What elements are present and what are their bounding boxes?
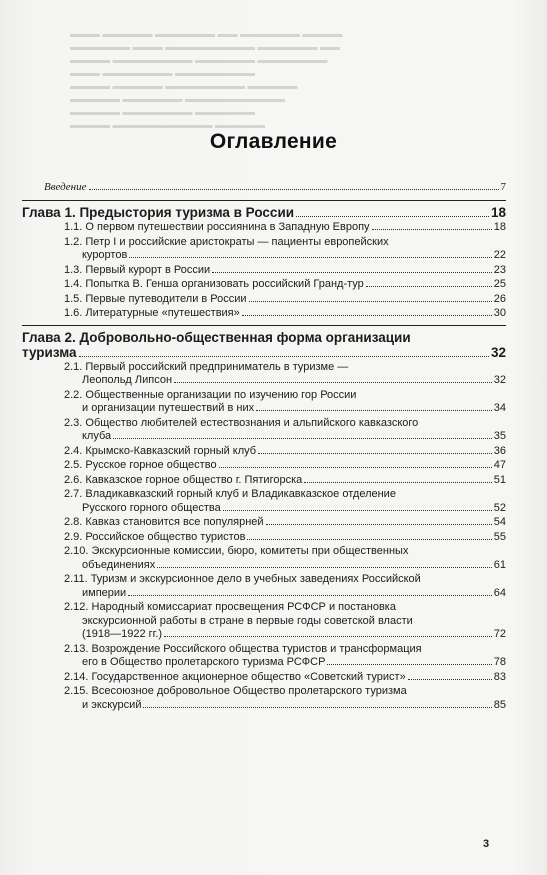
section-page: 55	[493, 530, 506, 543]
section-title-cont: и экскурсий	[82, 698, 142, 711]
toc-intro[interactable]	[22, 180, 506, 196]
section-title: 2.4. Крымско-Кавказский горный клуб	[64, 444, 257, 457]
section-title: 2.6. Кавказское горное общество г. Пятигорска	[64, 473, 303, 486]
dot-leader	[249, 301, 492, 302]
toc-chapter-1[interactable]	[22, 200, 506, 220]
toc-intro-page: 7	[500, 181, 506, 193]
section-page: 18	[493, 221, 506, 233]
section-title-cont: империи	[82, 586, 127, 599]
chapter-2-title: Глава 2. Добровольно-общественная форма организации	[22, 329, 411, 345]
section-title: 1.3. Первый курорт в России	[64, 263, 211, 276]
chapter-1-page: 18	[490, 205, 506, 220]
section-page: 23	[493, 263, 506, 276]
section-title: 1.1. О первом путешествии россиянина в Западную Европу	[64, 221, 370, 233]
dot-leader	[256, 410, 492, 411]
toc-section-2-11[interactable]	[22, 573, 506, 600]
section-title: 2.14. Государственное акционерное общество «Советский турист»	[64, 670, 406, 683]
dot-leader	[296, 216, 489, 217]
toc-section-1-6[interactable]	[22, 307, 506, 321]
toc-chapter-2[interactable]	[22, 325, 506, 360]
show-through-text: ▬▬▬ ▬▬▬▬▬ ▬▬▬▬▬▬ ▬▬ ▬▬▬▬▬▬ ▬▬▬▬ ▬▬▬▬▬▬ ▬▬▬ ▬▬▬▬▬▬▬▬▬ ▬▬▬▬▬▬ ▬▬ ▬▬▬▬ ▬▬▬▬▬▬▬▬ ▬▬▬▬▬▬ ▬▬▬▬▬▬▬ ▬▬▬ ▬▬▬▬▬▬▬ ▬▬▬▬▬▬▬▬ ▬▬▬▬ ▬▬▬▬▬ ▬▬▬▬▬▬▬▬ ▬▬▬▬▬ ▬▬▬▬▬ ▬▬▬▬▬▬ ▬▬▬▬▬▬▬▬▬▬ ▬▬▬▬▬ ▬▬▬▬▬▬▬ ▬▬▬▬▬▬ ▬▬▬▬ ▬▬▬▬▬▬▬▬▬▬ ▬▬▬▬▬	[70, 29, 343, 131]
toc-intro-label: Введение	[44, 181, 87, 193]
toc-section-2-12[interactable]	[22, 601, 506, 642]
toc-section-2-5[interactable]	[22, 459, 506, 473]
section-title: 1.4. Попытка В. Генша организовать российский Гранд-тур	[64, 278, 364, 290]
section-page: 72	[493, 628, 506, 640]
section-title: 1.6. Литературные «путешествия»	[64, 307, 240, 319]
section-page: 22	[493, 249, 506, 261]
section-page: 85	[493, 698, 506, 711]
section-page: 32	[493, 374, 506, 386]
page-title: Оглавление	[209, 130, 338, 153]
dot-leader	[304, 482, 492, 483]
dot-leader	[223, 510, 492, 511]
toc-section-2-7[interactable]	[22, 488, 506, 515]
section-title: 2.7. Владикавказский горный клуб и Владикавказское отделение	[64, 488, 396, 500]
toc-section-2-10[interactable]	[22, 545, 506, 572]
section-title-cont: курортов	[82, 249, 128, 261]
dot-leader	[128, 595, 492, 596]
toc-section-2-4[interactable]	[22, 445, 506, 459]
section-page: 36	[493, 444, 506, 457]
section-title: 2.12. Народный комиссариат просвещения РСФСР и постановка	[64, 601, 396, 613]
dot-leader	[266, 524, 492, 525]
dot-leader	[212, 272, 492, 273]
dot-leader	[247, 539, 491, 540]
dot-leader	[219, 467, 492, 468]
dot-leader	[242, 315, 492, 316]
toc-section-2-2[interactable]	[22, 389, 506, 416]
section-page: 52	[493, 501, 506, 514]
section-page: 26	[493, 292, 506, 305]
section-title: 2.13. Возрождение Российского общества туристов и трансформация	[64, 642, 422, 655]
toc-section-1-4[interactable]	[22, 278, 506, 292]
section-title-cont: Русского горного общества	[82, 501, 221, 514]
section-title: 2.3. Общество любителей естествознания и альпийского кавказского	[64, 416, 419, 429]
section-page: 47	[493, 459, 506, 471]
toc-section-2-15[interactable]	[22, 685, 506, 712]
page-number: 3	[483, 838, 490, 850]
section-page: 83	[493, 670, 506, 683]
dot-leader	[79, 356, 489, 357]
dot-leader	[113, 438, 492, 439]
section-page: 54	[493, 516, 506, 528]
section-title: 2.8. Кавказ становится все популярней	[64, 516, 264, 528]
dot-leader	[408, 679, 492, 680]
section-title-cont: и организации путешествий в них	[82, 402, 255, 414]
toc-section-2-14[interactable]	[22, 671, 506, 685]
section-title: 2.9. Российское общество туристов	[64, 530, 246, 543]
section-title: 2.11. Туризм и экскурсионное дело в учебных заведениях Российской	[64, 573, 421, 585]
section-title-cont: (1918—1922 гг.)	[82, 628, 163, 640]
section-title: 2.2. Общественные организации по изучению гор России	[64, 388, 357, 401]
toc-section-2-6[interactable]	[22, 474, 506, 488]
dot-leader	[258, 453, 492, 454]
section-page: 64	[493, 586, 506, 599]
toc-section-2-1[interactable]	[22, 361, 506, 388]
toc-section-1-5[interactable]	[22, 293, 506, 307]
toc-section-1-1[interactable]	[22, 221, 506, 235]
section-title: 2.1. Первый российский предприниматель в туризме —	[64, 360, 349, 373]
section-page: 51	[493, 473, 506, 486]
toc-section-2-13[interactable]	[22, 643, 506, 670]
dot-leader	[327, 664, 491, 665]
section-title-cont: клуба	[82, 430, 112, 442]
section-title: 2.10. Экскурсионные комиссии, бюро, комитеты при общественных	[64, 545, 409, 557]
section-title-cont: его в Общество пролетарского туризма РСФСР	[82, 656, 326, 668]
dot-leader	[89, 189, 499, 190]
section-page: 61	[493, 558, 506, 571]
section-page: 30	[493, 307, 506, 319]
section-title-cont: Леопольд Липсон	[82, 374, 173, 386]
section-page: 78	[493, 656, 506, 668]
section-title: 1.2. Петр I и российские аристократы — пациенты европейских	[64, 235, 389, 248]
section-title-cont: экскурсионной работы в стране в первые годы советской власти	[82, 614, 413, 627]
section-page: 35	[493, 430, 506, 442]
chapter-1-title: Глава 1. Предыстория туризма в России	[22, 205, 295, 220]
toc-section-2-9[interactable]	[22, 531, 506, 545]
section-title: 1.5. Первые путеводители в России	[64, 292, 247, 305]
section-title: 2.5. Русское горное общество	[64, 459, 217, 471]
dot-leader	[372, 229, 492, 230]
dot-leader	[143, 707, 491, 708]
dot-leader	[157, 567, 492, 568]
section-title-cont: объединениях	[82, 558, 156, 571]
dot-leader	[129, 257, 491, 258]
chapter-2-page: 32	[490, 344, 506, 360]
toc-section-1-3[interactable]	[22, 264, 506, 278]
toc-section-2-8[interactable]	[22, 516, 506, 530]
section-title: 2.15. Всесоюзное добровольное Общество пролетарского туризма	[64, 685, 407, 697]
toc-section-1-2[interactable]	[22, 236, 506, 263]
toc-section-2-3[interactable]	[22, 417, 506, 444]
dot-leader	[174, 382, 492, 383]
section-page: 25	[493, 278, 506, 290]
section-page: 34	[493, 402, 506, 414]
chapter-2-title-cont: туризма	[22, 344, 77, 360]
dot-leader	[366, 286, 492, 287]
dot-leader	[164, 636, 492, 637]
table-of-contents	[22, 180, 506, 712]
